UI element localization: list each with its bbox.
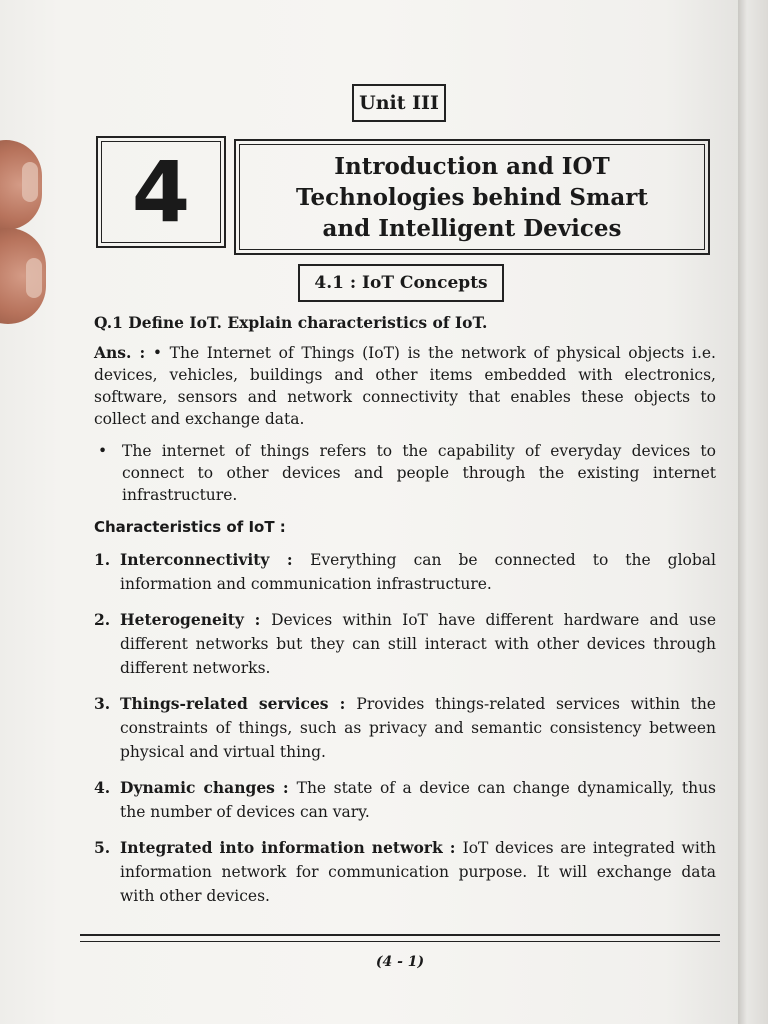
list-item-number: 1. (94, 550, 111, 569)
page-content (94, 312, 716, 920)
list-item-term: Things-related services (120, 694, 329, 713)
answer-paragraph (94, 342, 716, 430)
page-edge (738, 0, 768, 1024)
list-item-separator: : (269, 550, 311, 569)
list-item-text: Provides things-related services within the constraints of things, such as privacy and semantic consistency between physical and virtual thing. (120, 695, 716, 761)
characteristics-heading: Characteristics of IoT : (94, 518, 286, 536)
answer-text: • The Internet of Things (IoT) is the network of physical objects i.e. devices, vehicles, buildings and other items embedded with electronics, software, sensors and network connectivity that enables these objects to collect and exchange data. (94, 344, 716, 428)
answer-label: Ans. : (94, 343, 146, 362)
section-title: 4.1 : IoT Concepts (298, 264, 504, 302)
unit-label: Unit III (352, 84, 446, 122)
list-item-term: Interconnectivity (120, 550, 270, 569)
list-item (94, 548, 716, 596)
list-item-text: IoT devices are integrated with information network for communication purpose. It will exchange data with other devices. (120, 839, 716, 905)
list-item-term: Heterogeneity (120, 610, 244, 629)
chapter-title-line-2: Technologies behind Smart (296, 184, 648, 211)
bullet-paragraph (94, 440, 716, 506)
list-item-text: Devices within IoT have different hardware and use different networks but they can still interact with other devices through different networks. (120, 611, 716, 677)
chapter-title (239, 144, 705, 250)
finger-bottom (0, 228, 46, 324)
list-item-text: Everything can be connected to the global information and communication infrastructure. (120, 551, 716, 593)
chapter-title-box (234, 139, 710, 255)
list-item-separator: : (274, 778, 297, 797)
chapter-title-line-3: and Intelligent Devices (322, 215, 622, 242)
finger-top (0, 140, 42, 230)
question: Q.1 Define IoT. Explain characteristics of IoT. (94, 313, 488, 332)
list-item (94, 608, 716, 680)
list-item-separator: : (328, 694, 357, 713)
list-item (94, 776, 716, 824)
bullet-icon: • (98, 442, 108, 460)
thumb-holding-page (0, 140, 45, 320)
list-item-separator: : (442, 838, 463, 857)
chapter-title-line-1: Introduction and IOT (334, 153, 610, 180)
list-item-text: The state of a device can change dynamically, thus the number of devices can vary. (120, 779, 717, 821)
list-item-number: 2. (94, 610, 111, 629)
chapter-number-box (96, 136, 226, 248)
fingernail-top (22, 162, 38, 202)
fingernail-bottom (26, 258, 42, 298)
bullet-text: The internet of things refers to the capability of everyday devices to connect to other devices and people through the existing internet infrastructure. (122, 442, 716, 504)
list-item (94, 692, 716, 764)
chapter-number: 4 (101, 141, 221, 243)
list-item-separator: : (243, 610, 272, 629)
page-number: (4 - 1) (375, 954, 425, 970)
list-item-number: 4. (94, 778, 111, 797)
list-item-number: 3. (94, 694, 111, 713)
list-item-term: Integrated into information network (120, 838, 443, 857)
footer-rule (80, 934, 720, 942)
characteristics-list (94, 548, 716, 908)
list-item-term: Dynamic changes (120, 778, 275, 797)
list-item-number: 5. (94, 838, 111, 857)
list-item (94, 836, 716, 908)
